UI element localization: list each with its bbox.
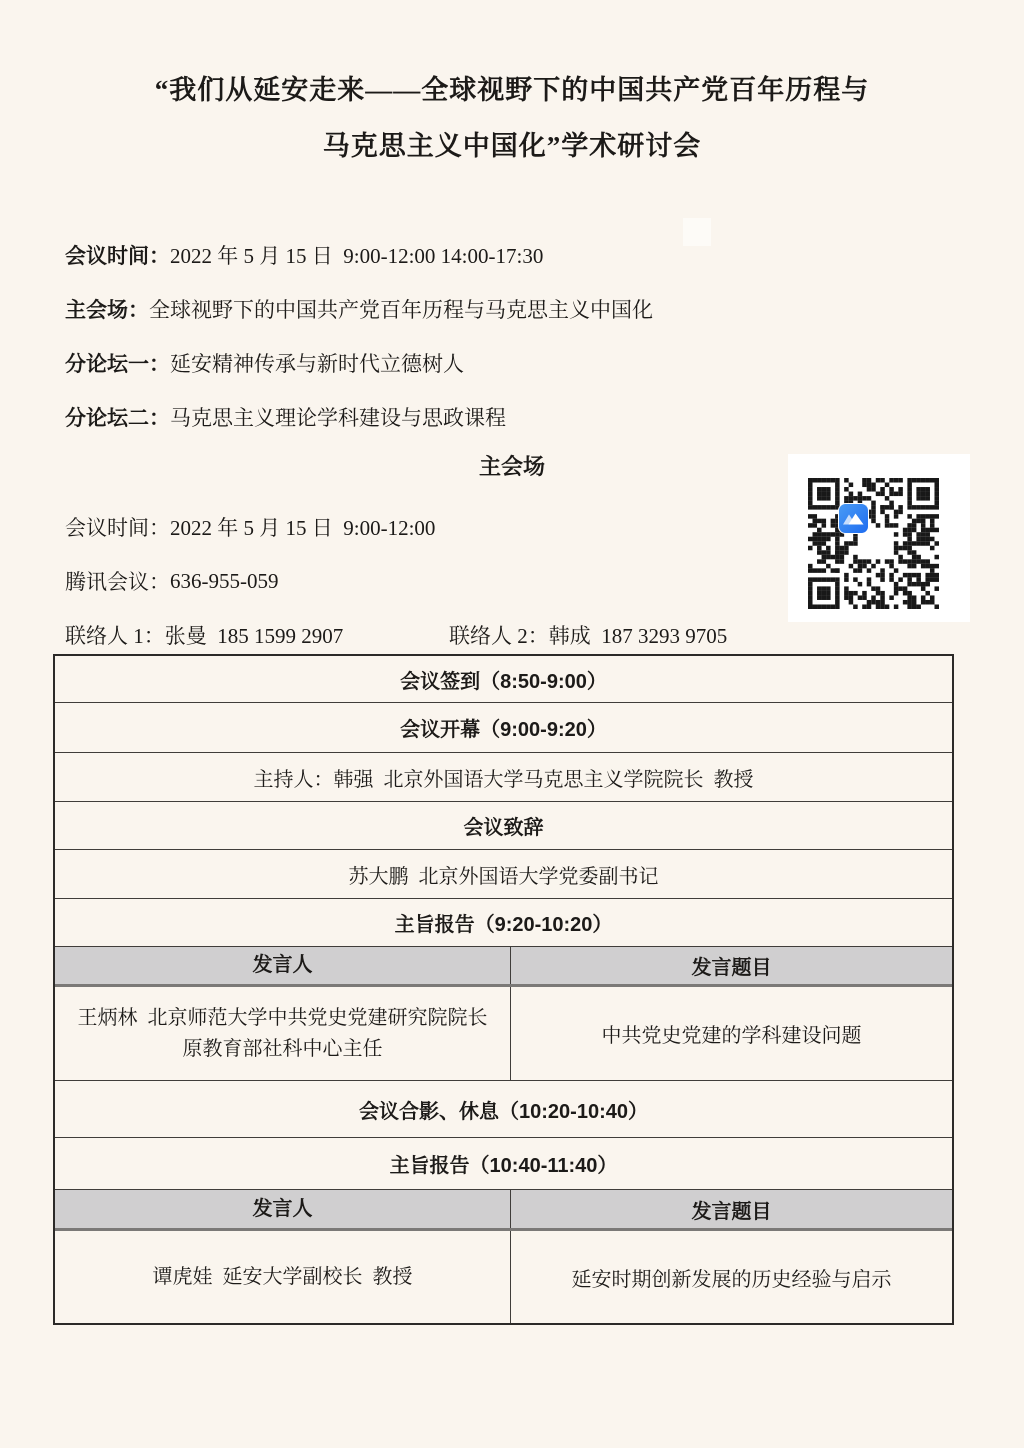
topic-text: 延安时期创新发展的历史经验与启示 bbox=[571, 1268, 892, 1291]
row-text: 会议开幕（9:00-9:20） bbox=[400, 719, 607, 741]
tencent-meeting-label: 腾讯会议： bbox=[65, 570, 170, 594]
contact1-value: 张曼 185 1599 2907 bbox=[164, 624, 344, 648]
speaker-cell bbox=[55, 987, 511, 1080]
speaker-title-2: 原教育部社科中心主任 bbox=[182, 1037, 383, 1060]
qr-code-panel bbox=[788, 454, 970, 622]
forum1-label: 分论坛一： bbox=[65, 353, 170, 376]
forum2-label: 分论坛二： bbox=[65, 407, 170, 430]
forum1-value: 延安精神传承与新时代立德树人 bbox=[170, 352, 464, 376]
session-time-label: 会议时间： bbox=[65, 516, 170, 540]
speaker-name-title: 王炳林 北京师范大学中共党史党建研究院院长 bbox=[77, 1006, 488, 1029]
topic-column-header bbox=[511, 1190, 952, 1228]
forum2-value: 马克思主义理论学科建设与思政课程 bbox=[170, 406, 506, 430]
header-text: 发言人 bbox=[252, 1197, 313, 1220]
row-text: 主旨报告（10:40-11:40） bbox=[389, 1155, 618, 1177]
topic-cell bbox=[511, 1231, 952, 1323]
qr-code bbox=[808, 478, 939, 609]
agenda-row-host bbox=[55, 753, 952, 802]
topic-cell bbox=[511, 987, 952, 1080]
main-venue-line bbox=[65, 282, 965, 336]
meeting-time-line bbox=[65, 228, 965, 282]
agenda-table bbox=[53, 654, 954, 1325]
contact1-label: 联络人 1： bbox=[65, 624, 165, 648]
agenda-header-2 bbox=[55, 1190, 952, 1231]
agenda-row-speaker2 bbox=[55, 1231, 952, 1323]
agenda-row-speaker1 bbox=[55, 987, 952, 1081]
row-text: 会议致辞 bbox=[463, 817, 544, 839]
row-text: 苏大鹏 北京外国语大学党委副书记 bbox=[348, 865, 659, 888]
main-venue-label: 主会场： bbox=[65, 299, 149, 322]
header-text: 发言题目 bbox=[691, 1200, 772, 1223]
forum2-line bbox=[65, 390, 965, 444]
tencent-meeting-line bbox=[65, 554, 785, 608]
agenda-row-keynote1 bbox=[55, 899, 952, 947]
title-line-1: “我们从延安走来——全球视野下的中国共产党百年历程与 bbox=[154, 75, 870, 105]
agenda-row-speech-giver bbox=[55, 850, 952, 899]
topic-column-header bbox=[511, 947, 952, 984]
speaker-cell bbox=[55, 1231, 511, 1323]
speaker-column-header bbox=[55, 1190, 511, 1228]
meeting-time-label: 会议时间： bbox=[65, 245, 170, 268]
session-info bbox=[65, 500, 785, 662]
session-heading: 主会场 bbox=[478, 454, 545, 479]
row-text: 会议合影、休息（10:20-10:40） bbox=[359, 1100, 648, 1123]
document-title bbox=[0, 62, 1024, 174]
contact2-label: 联络人 2： bbox=[449, 624, 549, 648]
row-text: 会议签到（8:50-9:00） bbox=[400, 670, 607, 693]
forum1-line bbox=[65, 336, 965, 390]
agenda-row-speech bbox=[55, 802, 952, 850]
contact2-value: 韩成 187 3293 9705 bbox=[548, 624, 728, 648]
agenda-row-checkin bbox=[55, 656, 952, 703]
speaker-column-header bbox=[55, 947, 511, 984]
main-venue-value: 全球视野下的中国共产党百年历程与马克思主义中国化 bbox=[149, 298, 653, 322]
header-text: 发言人 bbox=[252, 954, 313, 976]
header-text: 发言题目 bbox=[691, 957, 772, 979]
tencent-meeting-id: 636-955-059 bbox=[170, 568, 279, 593]
title-line-2: 马克思主义中国化”学术研讨会 bbox=[322, 131, 702, 161]
topic-text: 中共党史党建的学科建设问题 bbox=[601, 1025, 862, 1047]
session-time-value: 2022 年 5 月 15 日 9:00-12:00 bbox=[170, 516, 436, 540]
tencent-meeting-icon bbox=[838, 503, 869, 534]
agenda-header-1 bbox=[55, 947, 952, 987]
meeting-time-value: 2022 年 5 月 15 日 9:00-12:00 14:00-17:30 bbox=[170, 244, 544, 268]
agenda-row-opening bbox=[55, 703, 952, 753]
row-text: 主旨报告（9:20-10:20） bbox=[394, 914, 613, 936]
speaker-name-title: 谭虎娃 延安大学副校长 教授 bbox=[152, 1265, 413, 1288]
agenda-row-keynote2 bbox=[55, 1138, 952, 1190]
session-time-line bbox=[65, 500, 785, 554]
meeting-info bbox=[65, 228, 965, 444]
row-text: 主持人：韩强 北京外国语大学马克思主义学院院长 教授 bbox=[253, 768, 754, 791]
agenda-row-photo-break bbox=[55, 1081, 952, 1138]
contact1 bbox=[65, 620, 343, 650]
